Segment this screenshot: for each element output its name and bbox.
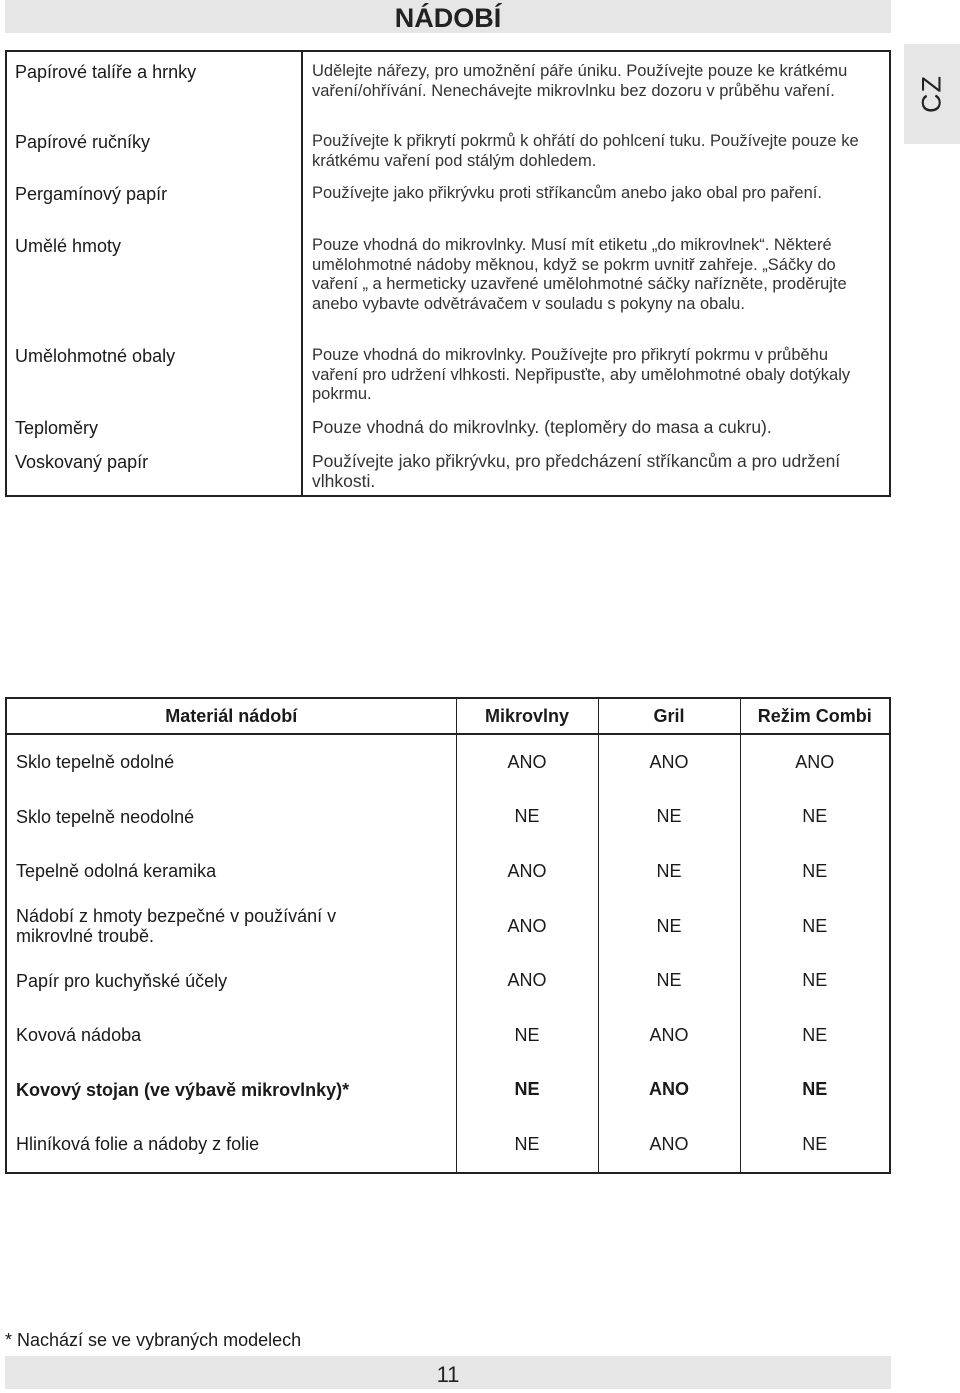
cell-material: Kovová nádoba <box>6 1008 456 1063</box>
usage-table-divider <box>301 52 303 495</box>
cell-microwave: ANO <box>456 734 598 790</box>
cell-microwave: ANO <box>456 899 598 954</box>
footer-bar <box>5 1356 891 1389</box>
table-row <box>6 899 890 954</box>
cell-combi: NE <box>740 953 890 1008</box>
page-title: NÁDOBÍ <box>394 3 502 33</box>
language-tab <box>904 44 960 144</box>
cell-material: Papír pro kuchyňské účely <box>6 953 456 1008</box>
cell-microwave: NE <box>456 1008 598 1063</box>
cell-combi: NE <box>740 844 890 899</box>
table-row <box>6 953 890 1008</box>
cell-microwave: NE <box>456 1063 598 1118</box>
cell-material: Nádobí z hmoty bezpečné v používání v mikrovlné troubě. <box>6 899 456 954</box>
usage-instruction: Používejte k přikrytí pokrmů k ohřátí do pohlcení tuku. Používejte pouze ke krátkému vaření pod stálým dohledem. <box>312 132 859 170</box>
usage-instruction: Pouze vhodná do mikrovlnky. Musí mít etiketu „do mikrovlnek“. Některé umělohmotné nádoby měknou, když se pokrm uvnitř zahřeje. „Sáčky do vaření „ a hermeticky uzavřené umělohmotné sáčky nařízněte, proděrujte anebo vybavte odvětrávačem v souladu s pokyny na obalu. <box>312 236 847 313</box>
table-row <box>6 1063 890 1118</box>
cell-combi: ANO <box>740 734 890 790</box>
page-title-bar <box>5 0 891 33</box>
cell-grill: NE <box>598 844 740 899</box>
cell-grill: ANO <box>598 1063 740 1118</box>
cell-grill: NE <box>598 953 740 1008</box>
header-combi: Režim Combi <box>740 698 890 734</box>
page-number: 11 <box>436 1362 460 1387</box>
usage-table <box>5 50 891 497</box>
cell-material: Sklo tepelně odolné <box>6 734 456 790</box>
cell-microwave: ANO <box>456 844 598 899</box>
header-grill: Gril <box>598 698 740 734</box>
usage-instruction: Pouze vhodná do mikrovlnky. (teploměry do masa a cukru). <box>312 417 772 437</box>
usage-instruction: Pouze vhodná do mikrovlnky. Používejte pro přikrytí pokrmu v průběhu vaření pro udržení vlhkosti. Nepřipusťte, aby umělohmotné obaly dotýkaly pokrmu. <box>312 346 851 403</box>
usage-material: Teploměry <box>15 418 99 438</box>
header-microwave: Mikrovlny <box>456 698 598 734</box>
table-row <box>6 1008 890 1063</box>
table-row <box>6 790 890 845</box>
usage-material: Umělé hmoty <box>15 236 122 256</box>
cell-grill: ANO <box>598 1117 740 1173</box>
cell-microwave: ANO <box>456 953 598 1008</box>
cell-grill: NE <box>598 790 740 845</box>
cell-combi: NE <box>740 790 890 845</box>
cell-combi: NE <box>740 1117 890 1173</box>
table-row <box>6 844 890 899</box>
cell-grill: ANO <box>598 1008 740 1063</box>
cell-grill: ANO <box>598 734 740 790</box>
language-tab-label: CZ <box>916 75 947 113</box>
usage-material: Pergamínový papír <box>15 184 168 204</box>
cell-microwave: NE <box>456 790 598 845</box>
cell-combi: NE <box>740 899 890 954</box>
cell-grill: NE <box>598 899 740 954</box>
usage-material: Umělohmotné obaly <box>15 346 176 366</box>
table-row <box>6 1117 890 1173</box>
cell-microwave: NE <box>456 1117 598 1173</box>
cell-material: Tepelně odolná keramika <box>6 844 456 899</box>
header-material: Materiál nádobí <box>6 698 456 734</box>
cell-material: Kovový stojan (ve výbavě mikrovlnky)* <box>6 1063 456 1118</box>
table-row <box>6 734 890 790</box>
usage-instruction: Používejte jako přikrývku proti stříkancům anebo jako obal pro paření. <box>312 184 822 202</box>
cell-combi: NE <box>740 1008 890 1063</box>
usage-material: Papírové talíře a hrnky <box>15 62 197 82</box>
usage-material: Voskovaný papír <box>15 452 149 472</box>
usage-instruction: Používejte jako přikrývku, pro předcházení stříkancům a pro udržení vlhkosti. <box>312 451 841 491</box>
footnote: * Nachází se ve vybraných modelech <box>5 1330 302 1350</box>
cell-material: Sklo tepelně neodolné <box>6 790 456 845</box>
usage-material: Papírové ručníky <box>15 132 151 152</box>
compatibility-header-row <box>6 698 890 734</box>
compatibility-table <box>5 697 891 1174</box>
cell-material: Hliníková folie a nádoby z folie <box>6 1117 456 1173</box>
cell-combi: NE <box>740 1063 890 1118</box>
usage-instruction: Udělejte nářezy, pro umožnění páře úniku. Používejte pouze ke krátkému vaření/ohřívání. Nenechávejte mikrovlnku bez dozoru v průběhu vaření. <box>312 62 848 100</box>
